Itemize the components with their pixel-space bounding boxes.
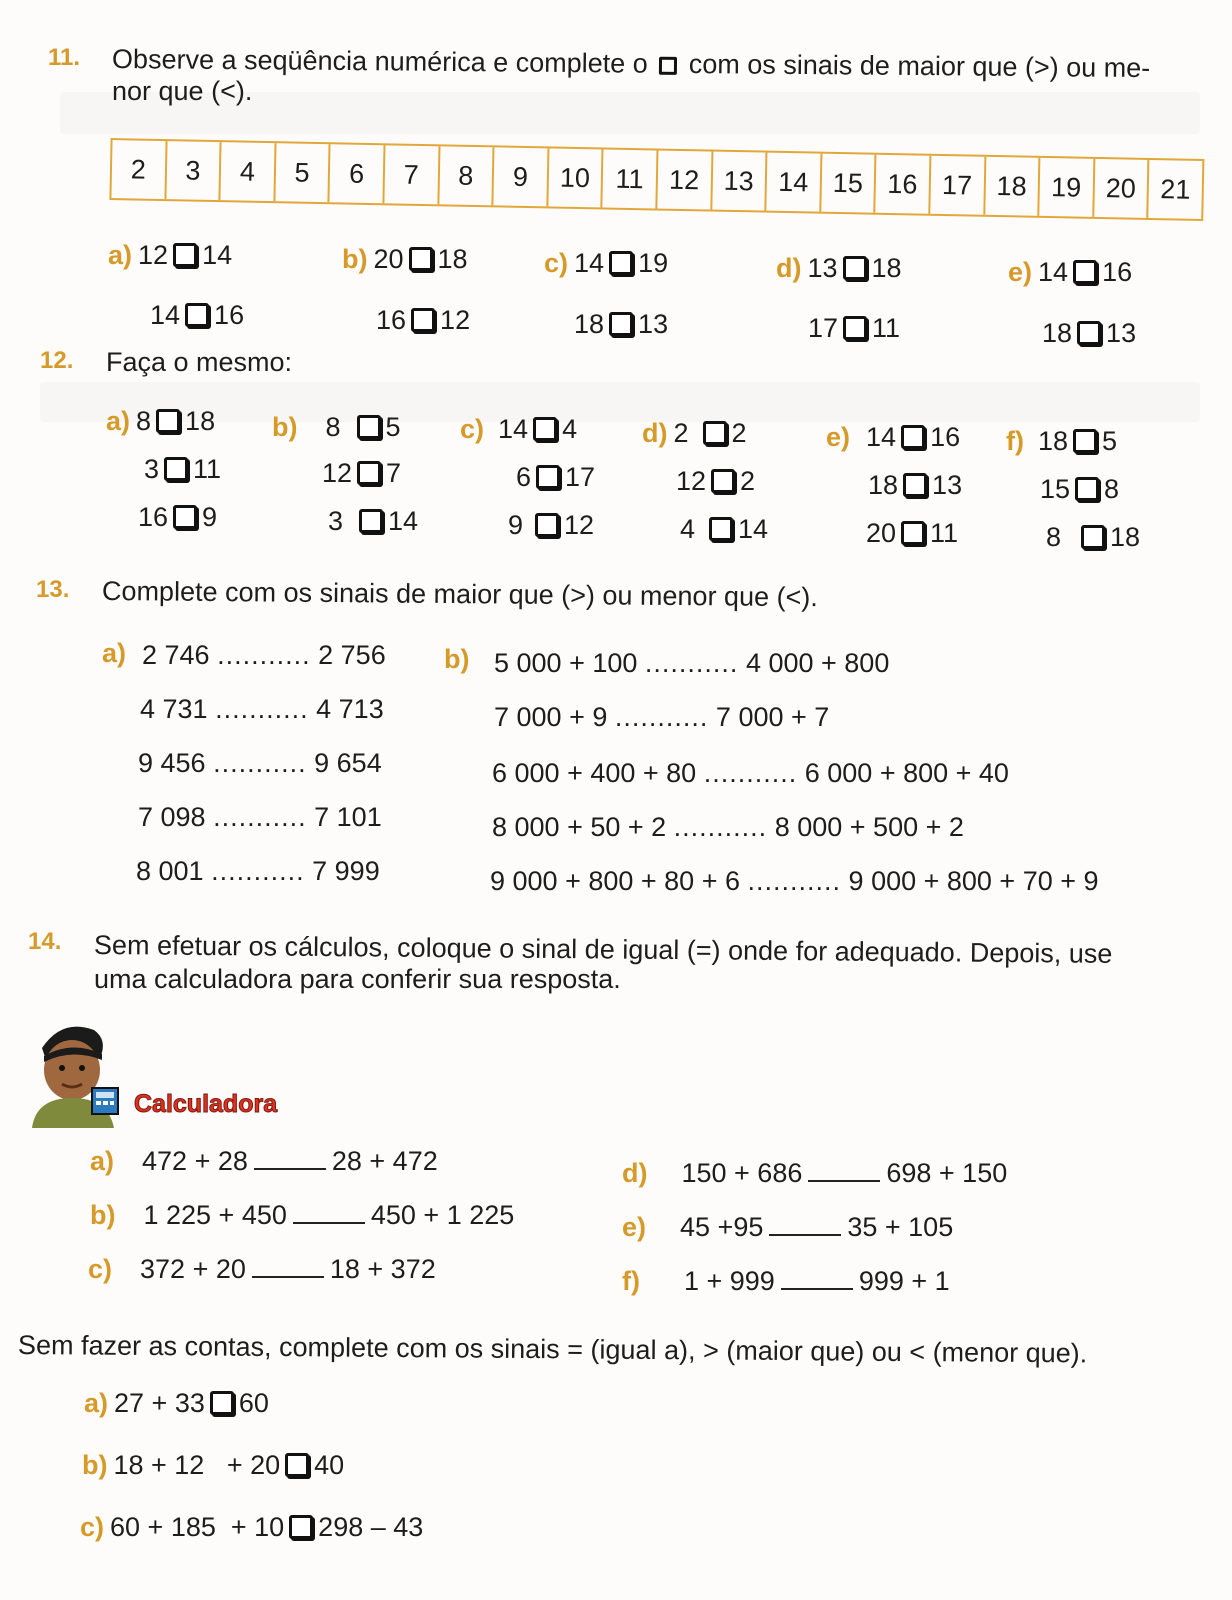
number: 4 (680, 514, 696, 544)
q11-text-part2: com os sinais de maior que (>) ou me- (688, 49, 1151, 84)
item-label: c) (80, 1512, 105, 1542)
answer-box[interactable] (703, 421, 727, 445)
answer-box[interactable] (173, 243, 197, 267)
q11-item-d-row1 (776, 253, 902, 284)
number: 8 (136, 406, 152, 436)
number: 7 098 (138, 802, 206, 832)
number: 8 001 (136, 856, 204, 886)
item-label: a) (84, 1388, 109, 1418)
number: 18 (1110, 522, 1141, 552)
q11-text-part1: Observe a seqüência numérica e complete o (111, 44, 648, 79)
expression: 9 000 + 800 + 80 + 6 (490, 866, 740, 896)
q14-item-b (90, 1200, 514, 1231)
number: 12 (138, 240, 169, 270)
expression: 1 225 + 450 (143, 1200, 287, 1230)
expression: 6 000 + 400 + 80 (492, 758, 697, 788)
sequence-cell: 20 (1094, 159, 1150, 218)
expression: 40 (314, 1450, 345, 1480)
number: 2 (731, 418, 747, 448)
expression: 27 + 33 (114, 1388, 205, 1418)
number: 16 (376, 305, 407, 335)
number: 14 (388, 506, 419, 536)
number: 3 (144, 454, 160, 484)
answer-box[interactable] (210, 1391, 234, 1415)
answer-blank[interactable] (293, 1202, 365, 1224)
number: 14 (574, 248, 605, 278)
sequence-cell: 10 (548, 148, 604, 207)
sequence-cell: 11 (603, 149, 659, 208)
number: 5 (385, 412, 401, 442)
q13-b-row (492, 812, 964, 843)
item-label: d) (622, 1158, 648, 1188)
sequence-cell: 15 (821, 154, 877, 213)
answer-dots[interactable]: ........... (215, 694, 309, 724)
sequence-cell: 12 (657, 151, 713, 210)
answer-dots[interactable]: ........... (213, 748, 307, 778)
number-sequence-table (109, 138, 1204, 221)
q13-a-row (136, 856, 380, 887)
number: 18 (868, 470, 899, 500)
number: 20 (373, 244, 404, 274)
item-label: c) (460, 414, 485, 444)
q14-instruction-line1: Sem efetuar os cálculos, coloque o sinal de igual (=) onde for adequado. Depois, use (93, 930, 1113, 969)
sequence-cell: 9 (494, 147, 550, 206)
expression: 450 + 1 225 (370, 1200, 515, 1230)
item-label: c) (544, 248, 569, 278)
q11-item-a-row1 (108, 240, 232, 271)
expression: 698 + 150 (886, 1158, 1008, 1188)
sequence-cell: 19 (1039, 158, 1095, 217)
final-instruction: Sem fazer as contas, complete com os sinais = (igual a), > (maior que) ou < (menor que). (17, 1330, 1088, 1369)
expression: 18 + 372 (329, 1254, 436, 1284)
number: 7 (386, 458, 402, 488)
expression: 150 + 686 (681, 1158, 803, 1188)
q11-item-a-row2 (150, 300, 244, 331)
q11-item-e-row2 (1042, 318, 1136, 349)
expression: 8 000 + 500 + 2 (774, 812, 964, 842)
expression: 60 + 185 + 10 (110, 1512, 285, 1542)
q12-group-b-row3 (328, 506, 418, 537)
q14-number: 14. (28, 928, 62, 955)
sequence-cell: 17 (930, 156, 986, 215)
number: 17 (808, 313, 839, 343)
q13-b-row (492, 758, 1009, 789)
answer-blank[interactable] (254, 1148, 326, 1170)
item-label: c) (88, 1254, 113, 1284)
number: 14 (202, 240, 233, 270)
q13-b-row (494, 702, 829, 733)
answer-box[interactable] (185, 303, 209, 327)
answer-box[interactable] (173, 505, 197, 529)
expression: 28 + 472 (331, 1146, 438, 1176)
q11-instruction-line2: nor que (<). (112, 76, 253, 106)
number: 18 (185, 406, 216, 436)
answer-box[interactable] (357, 461, 381, 485)
q13-a-row (140, 694, 384, 725)
answer-dots[interactable]: ........... (747, 866, 842, 896)
expression: 1 + 999 (683, 1266, 775, 1296)
answer-box[interactable] (711, 469, 735, 493)
number: 14 (1038, 257, 1069, 287)
answer-blank[interactable] (769, 1214, 841, 1236)
sequence-cell: 6 (330, 144, 386, 203)
item-label: e) (622, 1212, 647, 1242)
answer-box[interactable] (164, 457, 188, 481)
q11-number: 11. (48, 44, 81, 71)
expression: 7 000 + 7 (715, 702, 830, 732)
number: 16 (138, 502, 169, 532)
q11-item-b-row1 (342, 244, 468, 275)
answer-box[interactable] (1081, 525, 1105, 549)
number: 13 (807, 253, 838, 283)
q12-group-e-row1 (826, 422, 960, 453)
number: 18 (871, 253, 902, 283)
final-item-b (82, 1450, 344, 1481)
answer-box[interactable] (1073, 429, 1097, 453)
answer-dots[interactable]: ........... (614, 702, 709, 732)
q12-group-a-row2 (144, 454, 221, 485)
q13-number: 13. (36, 576, 70, 603)
number: 9 654 (314, 748, 382, 778)
number: 11 (193, 454, 222, 484)
number: 2 756 (318, 640, 386, 670)
q14-item-d (622, 1158, 1007, 1189)
answer-box[interactable] (901, 521, 925, 545)
number: 5 (1102, 426, 1118, 456)
item-label: b) (272, 412, 298, 442)
checkbox-icon (659, 57, 677, 75)
number: 12 (440, 305, 471, 335)
q12-group-e-row2 (868, 470, 962, 501)
answer-box[interactable] (536, 465, 560, 489)
answer-box[interactable] (357, 415, 381, 439)
q12-group-b-row1 (272, 412, 401, 443)
answer-box[interactable] (535, 513, 559, 537)
q12-number: 12. (40, 347, 74, 374)
item-label: b) (90, 1200, 116, 1230)
sequence-cell: 8 (439, 146, 495, 205)
answer-box[interactable] (901, 425, 925, 449)
item-label: b) (82, 1450, 108, 1480)
answer-box[interactable] (1075, 477, 1099, 501)
answer-box[interactable] (289, 1515, 313, 1539)
q11-item-c-row1 (544, 248, 668, 279)
item-label: e) (826, 422, 851, 452)
q13-label-b: b) (444, 644, 470, 674)
number: 17 (565, 462, 596, 492)
number: 9 456 (138, 748, 206, 778)
answer-box[interactable] (1077, 321, 1101, 345)
expression: 4 000 + 800 (745, 648, 890, 678)
item-label: e) (1008, 257, 1033, 287)
item-label: a) (90, 1146, 115, 1176)
number: 11 (872, 313, 901, 343)
answer-blank[interactable] (252, 1256, 324, 1278)
number: 16 (1102, 257, 1133, 287)
q14-item-a (90, 1146, 438, 1177)
q12-group-c-row3 (508, 510, 594, 541)
number: 8 (1104, 474, 1120, 504)
q11-item-e-row1 (1008, 257, 1132, 288)
sequence-cell: 14 (766, 153, 822, 212)
expression: 45 +95 (680, 1212, 764, 1242)
item-label: f) (1006, 426, 1024, 456)
number: 18 (1042, 318, 1073, 348)
q12-group-c-row2 (516, 462, 595, 493)
answer-box[interactable] (903, 473, 927, 497)
q12-group-d-row1 (642, 418, 747, 449)
sequence-cell: 16 (876, 155, 932, 214)
number: 14 (738, 514, 769, 544)
expression: 7 000 + 9 (494, 702, 608, 732)
number: 7 999 (312, 856, 380, 886)
answer-box[interactable] (285, 1453, 309, 1477)
answer-dots[interactable]: ........... (644, 648, 739, 678)
expression: 9 000 + 800 + 70 + 9 (848, 866, 1099, 896)
number: 2 746 (142, 640, 210, 670)
answer-box[interactable] (156, 409, 180, 433)
answer-box[interactable] (609, 312, 633, 336)
final-item-c (80, 1512, 423, 1543)
q12-group-d-row2 (676, 466, 755, 497)
expression: 60 (238, 1388, 269, 1418)
q12-group-a-row1 (106, 406, 215, 437)
answer-box[interactable] (843, 256, 867, 280)
number: 11 (930, 518, 959, 548)
q14-item-c (88, 1254, 436, 1285)
q14-item-e (622, 1212, 953, 1243)
q13-a-row (138, 748, 382, 779)
number: 12 (676, 466, 707, 496)
q13-a-row (142, 640, 386, 671)
q13-b-row (490, 866, 1099, 897)
q11-item-b-row2 (376, 305, 470, 336)
q13-b-row (494, 648, 889, 679)
expression: 372 + 20 (140, 1254, 246, 1284)
expression: 35 + 105 (847, 1212, 954, 1242)
q12-group-c-row1 (460, 414, 577, 445)
q13-instruction: Complete com os sinais de maior que (>) ou menor que (<). (101, 576, 818, 613)
q14-instruction-line2: uma calculadora para conferir sua resposta. (94, 964, 621, 994)
number: 14 (866, 422, 897, 452)
expression: 5 000 + 100 (494, 648, 638, 678)
sequence-cell: 13 (712, 152, 768, 211)
number: 9 (508, 510, 524, 540)
answer-dots[interactable]: ........... (213, 802, 307, 832)
number: 3 (328, 506, 344, 536)
sequence-cell: 2 (111, 140, 167, 199)
number: 6 (516, 462, 532, 492)
number: 4 (562, 414, 578, 444)
number: 18 (437, 244, 468, 274)
answer-blank[interactable] (808, 1160, 880, 1182)
expression: 18 + 12 + 20 (113, 1450, 281, 1480)
number: 12 (322, 458, 353, 488)
answer-dots[interactable]: ........... (673, 812, 768, 842)
number: 13 (1106, 318, 1137, 348)
answer-dots[interactable]: ........... (211, 856, 305, 886)
sequence-cell: 18 (985, 157, 1041, 216)
calculator-badge (22, 1018, 292, 1128)
q14-item-f (622, 1266, 950, 1297)
number: 20 (866, 518, 897, 548)
q12-group-f-row1 (1006, 426, 1117, 457)
sequence-cell: 7 (384, 145, 440, 204)
answer-box[interactable] (359, 509, 383, 533)
number: 2 (673, 418, 689, 448)
q11-instruction (112, 44, 1151, 84)
number: 12 (564, 510, 595, 540)
item-label: a) (108, 240, 133, 270)
number: 7 101 (314, 802, 382, 832)
expression: 6 000 + 800 + 40 (804, 758, 1009, 788)
number: 19 (638, 248, 669, 278)
item-label: b) (342, 244, 368, 274)
number: 8 (325, 412, 341, 442)
answer-box[interactable] (409, 247, 433, 271)
q12-group-d-row3 (680, 514, 768, 545)
number: 4 713 (316, 694, 384, 724)
q12-instruction: Faça o mesmo: (106, 347, 293, 377)
q12-group-e-row3 (866, 518, 958, 549)
sequence-cell: 5 (275, 143, 331, 202)
expression: 999 + 1 (858, 1266, 950, 1296)
number: 2 (740, 466, 756, 496)
item-label: d) (642, 418, 668, 448)
number: 16 (930, 422, 961, 452)
answer-blank[interactable] (781, 1268, 853, 1290)
answer-box[interactable] (709, 517, 733, 541)
answer-dots[interactable]: ........... (703, 758, 798, 788)
number: 8 (1046, 522, 1062, 552)
expression: 472 + 28 (142, 1146, 248, 1176)
answer-dots[interactable]: ........... (217, 640, 311, 670)
answer-box[interactable] (843, 316, 867, 340)
answer-box[interactable] (609, 251, 633, 275)
number: 13 (638, 309, 669, 339)
item-label: d) (776, 253, 802, 283)
q11-item-d-row2 (808, 313, 900, 344)
sequence-cell: 4 (221, 142, 277, 201)
q12-group-b-row2 (322, 458, 401, 489)
sequence-cell: 21 (1160, 173, 1191, 205)
q13-a-row (138, 802, 382, 833)
q12-group-a-row3 (138, 502, 217, 533)
answer-box[interactable] (1073, 260, 1097, 284)
number: 16 (214, 300, 245, 330)
item-label: f) (622, 1266, 640, 1296)
number: 14 (150, 300, 181, 330)
calculator-badge-label: Calculadora (134, 1090, 278, 1118)
expression: 298 – 43 (318, 1512, 424, 1542)
q12-group-f-row2 (1040, 474, 1119, 505)
sequence-cell: 3 (166, 141, 222, 200)
number: 4 731 (140, 694, 208, 724)
final-item-a (84, 1388, 269, 1419)
q13-label-a: a) (102, 638, 127, 668)
answer-box[interactable] (533, 417, 557, 441)
number: 18 (574, 309, 605, 339)
expression: 8 000 + 50 + 2 (492, 812, 667, 842)
answer-box[interactable] (411, 308, 435, 332)
q11-item-c-row2 (574, 309, 668, 340)
boy-mascot-icon (22, 1018, 142, 1128)
item-label: a) (106, 406, 131, 436)
number: 18 (1037, 426, 1069, 456)
number: 14 (498, 414, 529, 444)
number: 15 (1040, 474, 1071, 504)
number: 9 (202, 502, 218, 532)
number: 13 (932, 470, 963, 500)
q12-group-f-row3 (1046, 522, 1140, 553)
